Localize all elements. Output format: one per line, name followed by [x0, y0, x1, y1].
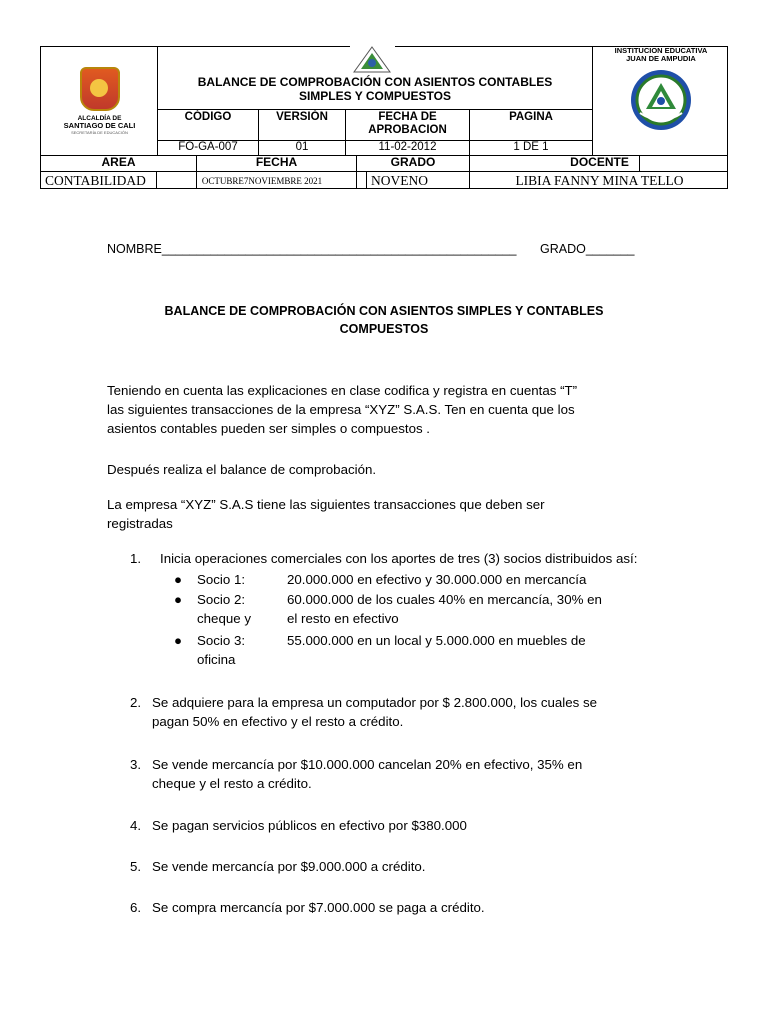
item-number: 4. — [130, 818, 142, 833]
item-number: 1. — [130, 551, 142, 566]
institution-emblem-icon — [630, 69, 692, 131]
item-text — [152, 693, 661, 731]
socio-detail: 55.000.000 en un local y 5.000.000 en muebles de — [287, 633, 586, 648]
label-version: VERSIÓN — [276, 111, 328, 123]
alcaldia-line3: SECRETARÍA DE EDUCACIÓN — [71, 129, 128, 135]
value-fecha-aprobacion: 11-02-2012 — [378, 141, 437, 153]
institution-line1: INSTITUCION EDUCATIVA — [614, 46, 708, 55]
bullet: ● — [174, 592, 183, 607]
label-pagina: PAGINA — [509, 111, 553, 123]
value-codigo: FO-GA-007 — [178, 141, 238, 153]
item-text-line: pagan 50% en efectivo y el resto a crédito. — [152, 714, 404, 729]
divider — [41, 171, 728, 172]
value-area: CONTABILIDAD — [45, 173, 146, 188]
section-heading-line2: COMPUESTOS — [339, 322, 429, 336]
socio-label — [197, 631, 245, 669]
label-fecha: FECHA — [255, 155, 298, 169]
nombre-field[interactable]: NOMBRE___________________________________________________ — [107, 242, 517, 256]
label-fecha-aprobacion-line2: APROBACION — [368, 124, 447, 136]
value-fecha: OCTUBRE7NOVIEMBRE 2021 — [201, 176, 323, 186]
label-grado: GRADO — [390, 155, 436, 169]
grado-field[interactable]: GRADO_______ — [540, 242, 635, 256]
section-heading-line1: BALANCE DE COMPROBACIÓN CON ASIENTOS SIMPLES Y CONTABLES — [164, 304, 604, 318]
title-line2: SIMPLES Y COMPUESTOS — [298, 89, 452, 103]
item-text-line: Se adquiere para la empresa un computador por $ 2.800.000, los cuales se — [152, 695, 597, 710]
socio-label — [197, 590, 251, 628]
item-number: 5. — [130, 859, 142, 874]
socio-label: Socio 1: — [197, 572, 246, 587]
instruction-paragraph: Después realiza el balance de comprobación. — [107, 462, 377, 477]
item-text-line: cheque y el resto a crédito. — [152, 776, 312, 791]
item-number: 6. — [130, 900, 142, 915]
company-paragraph — [107, 495, 661, 533]
intro-paragraph — [107, 381, 661, 438]
item-number: 2. — [130, 695, 142, 710]
item-text — [152, 755, 661, 793]
socio-detail-line: 60.000.000 de los cuales 40% en mercancía, 30% en — [287, 592, 602, 607]
alcaldia-line2: SANTIAGO DE CALI — [63, 120, 136, 130]
value-pagina: 1 DE 1 — [513, 141, 549, 153]
socio-label-line: Socio 3: — [197, 633, 246, 648]
item-number: 3. — [130, 757, 142, 772]
item-text: Se vende mercancía por $9.000.000 a crédito. — [152, 859, 426, 874]
value-docente: LIBIA FANNY MINA TELLO — [515, 173, 684, 188]
socio-label-line: oficina — [197, 652, 236, 667]
intro-line: asientos contables pueden ser simples o compuestos . — [107, 421, 431, 436]
alcaldia-logo — [41, 47, 158, 155]
socio-label-line: cheque y — [197, 611, 251, 626]
coat-of-arms-icon — [80, 67, 120, 111]
value-grado: NOVENO — [371, 173, 428, 188]
socio-detail — [287, 590, 661, 628]
alcaldia-line1: ALCALDÍA DE — [77, 114, 122, 122]
header-table — [40, 46, 728, 189]
institution-line2: JUAN DE AMPUDIA — [626, 54, 696, 63]
section-heading — [107, 302, 661, 338]
item-text: Inicia operaciones comerciales con los aportes de tres (3) socios distribuidos así: — [160, 551, 638, 566]
label-area: AREA — [101, 155, 136, 169]
divider — [592, 47, 593, 155]
quality-triangle-icon — [352, 45, 392, 75]
document-title — [158, 75, 592, 103]
intro-line: las siguientes transacciones de la empresa “XYZ” S.A.S. Ten en cuenta que los — [107, 402, 575, 417]
socio-label-line: Socio 2: — [197, 592, 246, 607]
item-text: Se compra mercancía por $7.000.000 se paga a crédito. — [152, 900, 485, 915]
socio-detail-line: el resto en efectivo — [287, 611, 399, 626]
label-fecha-aprobacion — [346, 111, 469, 137]
company-line: registradas — [107, 516, 173, 531]
intro-line: Teniendo en cuenta las explicaciones en clase codifica y registra en cuentas “T” — [107, 383, 578, 398]
item-text-line: Se vende mercancía por $10.000.000 cancelan 20% en efectivo, 35% en — [152, 757, 583, 772]
socio-detail: 20.000.000 en efectivo y 30.000.000 en mercancía — [287, 572, 587, 587]
company-line: La empresa “XYZ” S.A.S tiene las siguientes transacciones que deben ser — [107, 497, 545, 512]
institution-name — [593, 47, 729, 63]
item-text: Se pagan servicios públicos en efectivo por $380.000 — [152, 818, 467, 833]
label-fecha-aprobacion-line1: FECHA DE — [378, 111, 437, 123]
value-version: 01 — [295, 141, 309, 153]
bullet: ● — [174, 633, 183, 648]
label-docente: DOCENTE — [570, 155, 629, 169]
divider — [157, 109, 592, 110]
label-codigo: CÓDIGO — [184, 111, 232, 123]
bullet: ● — [174, 572, 183, 587]
title-line1: BALANCE DE COMPROBACIÓN CON ASIENTOS CONTABLES — [197, 75, 553, 89]
